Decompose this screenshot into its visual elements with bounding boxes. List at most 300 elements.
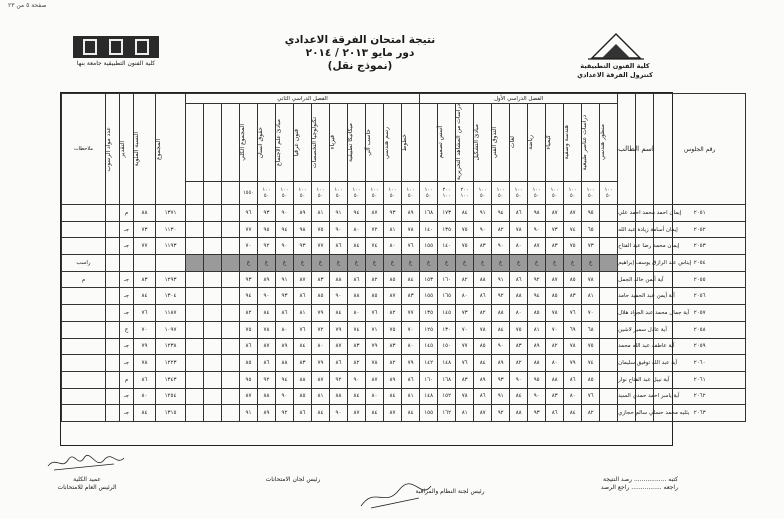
- cell-mark: ١٦٨: [420, 205, 438, 222]
- cell-mark: ٨٩: [276, 338, 294, 355]
- max-min-cell: [276, 182, 294, 205]
- cell-student-name: آية عادل سمير لاشين: [618, 321, 636, 338]
- min-score: ١٠٠: [460, 193, 469, 199]
- max-min-cell: [546, 182, 564, 205]
- cell-fail-count: [106, 288, 120, 305]
- cell-mark: ٧٦: [294, 321, 312, 338]
- cell-mark: ٨٠: [546, 355, 564, 372]
- cell-mark: ١٤٨: [438, 355, 456, 372]
- cell-fail-count: [106, 238, 120, 255]
- cell-percent: ٧٨: [134, 355, 156, 372]
- cell-seat: ٢٠٥٦: [654, 288, 746, 305]
- cell-spare: [222, 405, 240, 422]
- max-min-cell: [564, 182, 582, 205]
- cell-mark: ١٦٨: [438, 371, 456, 388]
- cell-percent: ٨٠: [134, 388, 156, 405]
- cell-mark: ٨٦: [294, 288, 312, 305]
- cell-mark: ٨٠: [366, 388, 384, 405]
- cell-percent: ٨٦: [134, 371, 156, 388]
- cell-spare: [186, 355, 204, 372]
- cell-mark: ٩٥: [528, 371, 546, 388]
- min-score: ٥٠: [605, 193, 612, 199]
- cell-spare: [204, 321, 222, 338]
- cell-spare: [186, 405, 204, 422]
- cell-mark: ٨٨: [474, 271, 492, 288]
- cell-mark: ٨٥: [384, 271, 402, 288]
- cell-mark: ٩٣: [492, 371, 510, 388]
- cell-mark: ٨١: [528, 321, 546, 338]
- cell-mark: ٨٣: [402, 288, 420, 305]
- cell-mark: ٨٩: [474, 371, 492, 388]
- max-min-cell: [366, 182, 384, 205]
- sem2-subject: [402, 104, 420, 182]
- cell-mark: ٨٢: [456, 271, 474, 288]
- cell-mark: ٩٦: [240, 205, 258, 222]
- cell-mark: ٨٧: [366, 205, 384, 222]
- col-total-grade: [156, 94, 186, 205]
- cell-mark-extra: [600, 405, 618, 422]
- cell-mark: ١٥٠: [438, 338, 456, 355]
- cell-mark: ٨٢: [348, 355, 366, 372]
- cell-mark: ٨٧: [240, 388, 258, 405]
- cell-mark: ٨٣: [348, 338, 366, 355]
- cell-student-name: آية عاطف عبد الله محمد: [618, 338, 636, 355]
- cell-mark: ٨٠: [312, 338, 330, 355]
- max-score: ٢٠٠: [442, 187, 451, 193]
- col-subjects-count-label: عدد مواد الرسوب: [105, 126, 112, 172]
- cell-mark: ٨١: [312, 205, 330, 222]
- cell-spare: [204, 255, 222, 272]
- cell-mark: ٩٢: [492, 405, 510, 422]
- cell-mark: ٩٤: [276, 221, 294, 238]
- cell-mark: ٨٠: [348, 221, 366, 238]
- cell-mark: ٧٨: [474, 321, 492, 338]
- cell-mark-extra: [600, 388, 618, 405]
- cell-spare: [222, 205, 240, 222]
- footer-dean-title: عميد الكلية: [73, 476, 101, 483]
- cell-mark: غ: [312, 255, 330, 272]
- cell-seat: ٢٠٦٠: [654, 355, 746, 372]
- cell-spare: [204, 205, 222, 222]
- min-score: ٥٠: [479, 193, 486, 199]
- sem2-spare-col: [186, 104, 204, 182]
- cell-mark: ٨٨: [510, 405, 528, 422]
- table-row: [62, 238, 784, 255]
- cell-grade: م: [120, 205, 134, 222]
- dean-signature: [44, 452, 128, 474]
- col-total-grade-label: المجموع: [155, 138, 162, 160]
- cell-mark: ٨٩: [384, 371, 402, 388]
- max-score: ١٠٠: [478, 187, 487, 193]
- cell-mark: ٩٤: [276, 371, 294, 388]
- cell-mark-extra: [600, 221, 618, 238]
- cell-total: ١٢٥٤: [156, 388, 186, 405]
- cell-mark: ٩٣: [240, 271, 258, 288]
- cell-mark: ٨٤: [366, 405, 384, 422]
- cell-mark: ٩٢: [276, 405, 294, 422]
- cell-spare: [186, 288, 204, 305]
- cell-spare: [186, 255, 204, 272]
- cell-grade: جـ: [120, 221, 134, 238]
- sem1-subject-label: كيمياء: [545, 135, 553, 150]
- table-row: [62, 255, 784, 272]
- cell-fail-count: [106, 371, 120, 388]
- sem1-subject-label: دراسات من المشاهد التحريرية: [455, 104, 463, 181]
- cell-mark: ٧٣: [546, 221, 564, 238]
- sem2-subject-label: خطوط: [401, 133, 408, 152]
- cell-spare: [222, 388, 240, 405]
- cell-mark: ٩٢: [258, 238, 276, 255]
- cell-mark: ٨١: [456, 405, 474, 422]
- cell-mark: ٨٤: [564, 405, 582, 422]
- cell-mark: ٧٠: [546, 321, 564, 338]
- cell-mark: ٨٨: [258, 388, 276, 405]
- cell-grade: جـ: [120, 238, 134, 255]
- cell-mark: ٩٤: [492, 205, 510, 222]
- cell-mark: ٨٣: [546, 388, 564, 405]
- footer-written-by: كتبه ................. رصد النتيجة: [603, 476, 678, 483]
- cell-mark: ٧٤: [366, 238, 384, 255]
- sem1-subject-label: رياضة: [527, 135, 535, 150]
- cell-percent: ٨٤: [134, 405, 156, 422]
- sem2-subject: [330, 104, 348, 182]
- max-min-cell: [528, 182, 546, 205]
- sem2-subject: [276, 104, 294, 182]
- cell-mark: ٨١: [582, 288, 600, 305]
- cell-mark: ٨٨: [276, 355, 294, 372]
- cell-fail-count: [106, 388, 120, 405]
- cell-mark: ٧٠: [456, 321, 474, 338]
- cell-spare: [222, 338, 240, 355]
- cell-mark: ٩٣: [258, 205, 276, 222]
- max-min-cell: [402, 182, 420, 205]
- cell-total: ١١٩٣: [156, 238, 186, 255]
- min-score: ٥٠: [371, 193, 378, 199]
- cell-fail-count: [106, 205, 120, 222]
- cell-mark: ٧٨: [258, 321, 276, 338]
- cell-mark: ٨٥: [366, 288, 384, 305]
- col-notes: ملاحظات: [62, 94, 106, 205]
- cell-mark: ٨٢: [366, 271, 384, 288]
- cell-student-name: آية أيمن خالد الجمل: [618, 271, 636, 288]
- min-score: ٥٠: [515, 193, 522, 199]
- cell-mark: ٨٧: [294, 271, 312, 288]
- cell-mark: ١٥٢: [438, 388, 456, 405]
- logo-caption: كلية الفنون التطبيقية جامعة بنها: [76, 60, 156, 67]
- cell-mark: ٧٥: [384, 321, 402, 338]
- cell-mark: غ: [582, 255, 600, 272]
- cell-mark: ٩٠: [276, 238, 294, 255]
- cell-mark: ٨٧: [258, 338, 276, 355]
- logo-mark: [73, 36, 159, 58]
- cell-mark: ٨٠: [456, 288, 474, 305]
- cell-mark: ١٤٠: [438, 238, 456, 255]
- cell-mark: ٩٠: [528, 221, 546, 238]
- cell-fail-count: [106, 305, 120, 322]
- cell-mark: ٩٠: [330, 221, 348, 238]
- cell-mark: ٧٦: [402, 238, 420, 255]
- cell-mark: ٨٢: [384, 355, 402, 372]
- cell-mark: ١٥٥: [420, 288, 438, 305]
- cell-spare: [186, 321, 204, 338]
- cell-mark: ٨٨: [528, 355, 546, 372]
- cell-seat: ٢٠٥٩: [654, 338, 746, 355]
- cell-mark: ٩٠: [276, 205, 294, 222]
- max-min-cell: [510, 182, 528, 205]
- cell-mark-extra: [600, 255, 618, 272]
- cell-mark: ٨٢: [582, 405, 600, 422]
- cell-note: م: [62, 271, 106, 288]
- cell-mark: ٨٣: [510, 338, 528, 355]
- cell-fail-count: [106, 221, 120, 238]
- cell-mark: ٨٧: [348, 405, 366, 422]
- cell-spare: [222, 305, 240, 322]
- max-score: ١٠٠: [388, 187, 397, 193]
- cell-mark: ٨٩: [294, 205, 312, 222]
- cell-mark: غ: [438, 255, 456, 272]
- cell-mark: ٩٠: [348, 371, 366, 388]
- max-score: ١٠٠: [334, 187, 343, 193]
- max-min-cell: [474, 182, 492, 205]
- max-min-cell: [600, 182, 618, 205]
- cell-spare: [222, 271, 240, 288]
- max-score: ١٠٠: [424, 187, 433, 193]
- cell-student-name: آية نبيل عبد الفتاح نوار: [618, 371, 636, 388]
- cell-mark: ١٦٥: [438, 288, 456, 305]
- cell-mark: ٩٠: [330, 288, 348, 305]
- cell-mark: ١٥٥: [420, 405, 438, 422]
- cell-mark: ٨٢: [492, 221, 510, 238]
- footer-dean: [52, 476, 122, 492]
- max-min-cell: [438, 182, 456, 205]
- cell-mark: ١٢٥: [420, 321, 438, 338]
- university-emblem-icon: [588, 32, 644, 60]
- cell-mark: ٨٥: [582, 371, 600, 388]
- cell-mark: ٨٤: [492, 321, 510, 338]
- cell-spare: [222, 238, 240, 255]
- cell-mark: ٦٥: [582, 221, 600, 238]
- cell-mark: ١٦٠: [420, 371, 438, 388]
- cell-mark: ٧٨: [402, 221, 420, 238]
- cell-mark: ٨٨: [348, 288, 366, 305]
- cell-spare: [204, 238, 222, 255]
- spare-max-cell: [186, 182, 204, 205]
- cell-note: [62, 371, 106, 388]
- cell-percent: ٨٨: [134, 205, 156, 222]
- cell-student-name: إيمان احمد محمد احمد علي: [618, 205, 636, 222]
- cell-mark: ١٤٥: [420, 338, 438, 355]
- cell-grade: ج: [120, 321, 134, 338]
- cell-mark: ١٦٢: [438, 405, 456, 422]
- footer-exams-head: الرئيس العام للامتحانات: [57, 484, 117, 491]
- cell-mark: ٧٦: [456, 355, 474, 372]
- cell-mark: ٨٢: [510, 355, 528, 372]
- max-score: ٢٠٠: [460, 187, 469, 193]
- cell-seat: ٢٠٥٢: [654, 221, 746, 238]
- header-right: [570, 62, 660, 80]
- table-row: [62, 371, 784, 388]
- cell-mark: ٨٨: [510, 288, 528, 305]
- sem2-subject-label: حقوق انسان: [257, 126, 264, 159]
- cell-mark: ٨٦: [510, 205, 528, 222]
- cell-mark: ٨٠: [510, 238, 528, 255]
- cell-mark: ٨٧: [366, 371, 384, 388]
- cell-mark: ٩٠: [258, 288, 276, 305]
- cell-mark: ٨٠: [564, 388, 582, 405]
- cell-mark: ١٥٥: [420, 238, 438, 255]
- cell-mark: ١٤٠: [420, 221, 438, 238]
- cell-mark: ٧٥: [456, 238, 474, 255]
- sem2-spare-col: [222, 104, 240, 182]
- cell-mark: ٧٠: [402, 321, 420, 338]
- cell-mark: ٧٩: [366, 338, 384, 355]
- cell-mark: ٨٨: [330, 388, 348, 405]
- cell-mark: غ: [384, 255, 402, 272]
- min-score: ١٠٠: [442, 193, 451, 199]
- cell-student-name: إيمان محمد رضا عبد الفتاح: [618, 238, 636, 255]
- max-score: ١٠٠: [568, 187, 577, 193]
- cell-mark: ٩٠: [474, 221, 492, 238]
- table-row: [62, 205, 784, 222]
- table-row: [62, 405, 784, 422]
- cell-mark: ٨٦: [474, 288, 492, 305]
- cell-seat: ٢٠٥٣: [654, 238, 746, 255]
- cell-student-name: آية عبد الله توفيق سليمان: [618, 355, 636, 372]
- cell-mark: ٨٥: [546, 288, 564, 305]
- sem2-spare-col: [204, 104, 222, 182]
- max-score: ١٠٠: [586, 187, 595, 193]
- cell-spare: [204, 405, 222, 422]
- cell-mark: ٧٥: [564, 238, 582, 255]
- col-student-name: اسم الطالب: [618, 94, 636, 205]
- cell-mark: ٧٨: [546, 305, 564, 322]
- cell-note: [62, 355, 106, 372]
- cell-mark: ٧٧: [402, 305, 420, 322]
- cell-mark: ٨٦: [276, 305, 294, 322]
- sem2-subject-label: فيزياء: [329, 135, 336, 150]
- sem2-subject: [348, 104, 366, 182]
- cell-mark: ٨١: [402, 388, 420, 405]
- min-score: ٥٠: [569, 193, 576, 199]
- sem1-subject-label: هندسة وصفية: [563, 125, 571, 160]
- sem1-subject: [492, 104, 510, 182]
- sem1-subject: [438, 104, 456, 182]
- cell-mark: ٨٥: [528, 305, 546, 322]
- cell-mark: ٩٢: [258, 371, 276, 388]
- cell-mark: ٨٢: [546, 338, 564, 355]
- cell-mark: ٩٠: [528, 388, 546, 405]
- cell-mark-extra: [600, 305, 618, 322]
- page-number: صفحة ٥ من ٢٣: [8, 2, 47, 9]
- cell-mark: ٩٠: [492, 238, 510, 255]
- cell-mark: ٧٩: [312, 305, 330, 322]
- cell-mark: ٧٢: [366, 221, 384, 238]
- cell-fail-count: [106, 405, 120, 422]
- table-row: [62, 321, 784, 338]
- cell-mark: ٨٩: [402, 205, 420, 222]
- cell-percent: ٧٠: [134, 321, 156, 338]
- max-min-cell: [384, 182, 402, 205]
- table-row: [62, 355, 784, 372]
- cell-mark: ٨٤: [348, 238, 366, 255]
- sem2-subject: [258, 104, 276, 182]
- cell-mark: ١٦٠: [438, 271, 456, 288]
- cell-mark: ٩١: [240, 405, 258, 422]
- min-score: ٥٠: [263, 193, 270, 199]
- max-score: ١٠٠: [532, 187, 541, 193]
- cell-mark: ٧٨: [582, 271, 600, 288]
- cell-note: [62, 388, 106, 405]
- cell-mark: ٨٥: [240, 355, 258, 372]
- max-score: ١٥٥٠: [243, 190, 254, 196]
- cell-mark-extra: [600, 371, 618, 388]
- cell-spare: [186, 338, 204, 355]
- cell-student-name: آية جمال محمد عبد الجواد هلال: [618, 305, 636, 322]
- title-line-1: نتيجة امتحان الفرقة الاعدادي: [284, 34, 436, 46]
- cell-mark: ٨١: [384, 221, 402, 238]
- cell-mark: ٩٢: [492, 288, 510, 305]
- max-score: ١٠٠: [514, 187, 523, 193]
- min-score: ٥٠: [497, 193, 504, 199]
- max-score: ١٠٠: [262, 187, 271, 193]
- cell-note: [62, 238, 106, 255]
- cell-mark: ٨٦: [348, 271, 366, 288]
- cell-total: ١٣٤٣: [156, 371, 186, 388]
- cell-mark: ٧٧: [456, 338, 474, 355]
- cell-mark: ٧٢: [312, 321, 330, 338]
- cell-mark: غ: [240, 255, 258, 272]
- control-name: كنترول الفرقة الاعدادي: [577, 71, 653, 79]
- cell-mark: ٩٤: [240, 288, 258, 305]
- cell-mark: ٧٥: [312, 221, 330, 238]
- cell-mark: غ: [348, 255, 366, 272]
- cell-mark: ٧٨: [366, 355, 384, 372]
- cell-percent: ٧٩: [134, 338, 156, 355]
- sem1-subject: [456, 104, 474, 182]
- cell-mark: ٨٧: [384, 288, 402, 305]
- cell-mark: ٨٦: [402, 371, 420, 388]
- cell-mark: ٨٠: [510, 305, 528, 322]
- cell-mark: غ: [420, 255, 438, 272]
- cell-mark: ٩١: [276, 271, 294, 288]
- cell-note: [62, 221, 106, 238]
- sem1-subject-label: مبادئ التشكيل: [473, 124, 481, 161]
- results-table: [60, 92, 716, 446]
- sem2-subject-label: المجموع الكلي: [239, 124, 246, 161]
- min-score: ٥٠: [407, 193, 414, 199]
- cell-seat: ٢٠٥٧: [654, 305, 746, 322]
- table-row: [62, 288, 784, 305]
- min-score: ٥٠: [353, 193, 360, 199]
- cell-mark: ٩٢: [330, 371, 348, 388]
- min-score: ٥٠: [317, 193, 324, 199]
- cell-mark: ٩٨: [294, 221, 312, 238]
- cell-mark: غ: [492, 255, 510, 272]
- col-seat-no: رقم الجلوس: [654, 94, 746, 205]
- col-grade: [120, 94, 134, 205]
- cell-mark: ٧٩: [564, 355, 582, 372]
- cell-mark: ٨٦: [564, 371, 582, 388]
- cell-student-name: آية أيمن عبد الحميد حامد: [618, 288, 636, 305]
- cell-mark: ٨٣: [564, 288, 582, 305]
- cell-mark: ٩٤: [528, 288, 546, 305]
- cell-spare: [204, 271, 222, 288]
- cell-mark: ٧١: [366, 321, 384, 338]
- cell-mark: ٨٧: [564, 205, 582, 222]
- cell-mark: غ: [456, 255, 474, 272]
- cell-mark: غ: [294, 255, 312, 272]
- sem1-subject: [474, 104, 492, 182]
